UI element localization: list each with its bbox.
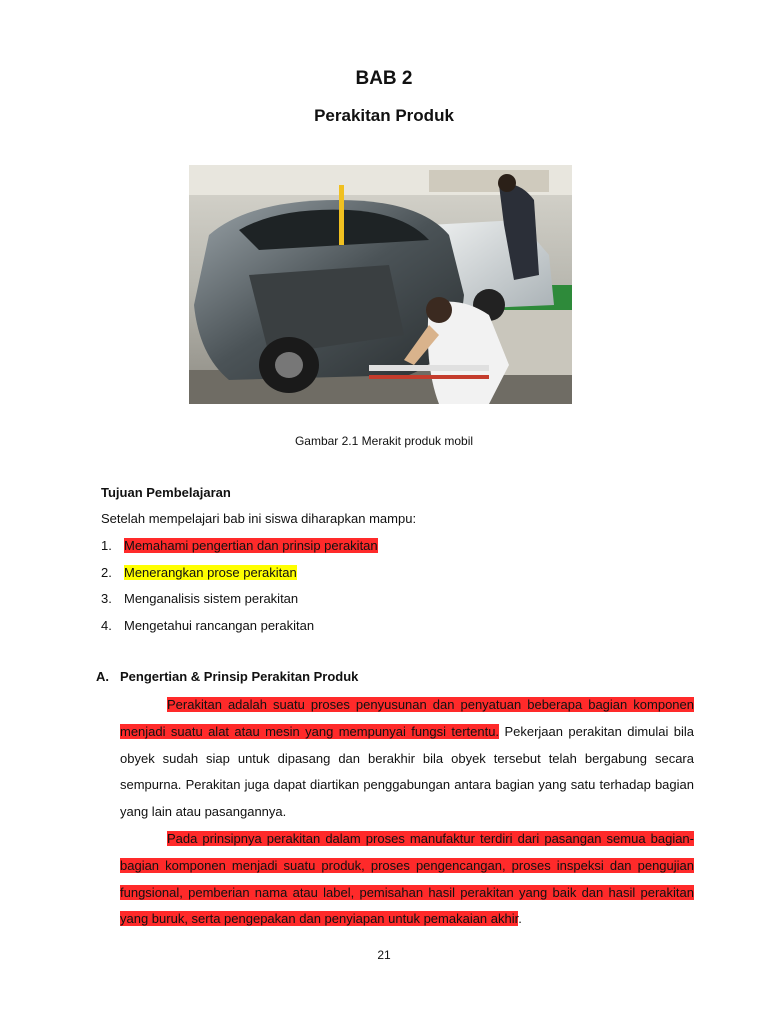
section-heading bbox=[96, 669, 358, 684]
page-number: 21 bbox=[377, 948, 391, 962]
car-assembly-photo bbox=[189, 165, 572, 404]
list-text: Menganalisis sistem perakitan bbox=[124, 591, 299, 606]
list-number: 1. bbox=[101, 538, 112, 553]
list-number: 4. bbox=[101, 618, 112, 633]
list-number: 2. bbox=[101, 565, 112, 580]
section-title: Pengertian & Prinsip Perakitan Produk bbox=[120, 669, 359, 684]
objectives-intro: Setelah mempelajari bab ini siswa diharapkan mampu: bbox=[101, 511, 417, 526]
objectives-heading: Tujuan Pembelajaran bbox=[101, 485, 231, 500]
paragraph-1-rest: Pekerjaan perakitan dimulai bila obyek sudah siap untuk dipasang dan berakhir bila obyek tersebut telah bergabung secara sempurna. Perakitan juga dapat diartikan penggabungan antara bagian yang satu terhadap bagian yang lain atau pasangannya. bbox=[120, 723, 695, 820]
list-text: Memahami pengertian dan prinsip perakitan bbox=[124, 538, 378, 553]
paragraph-1-highlight: Perakitan adalah suatu proses penyusunan dan penyatuan beberapa bagian komponen menjadi suatu alat atau mesin yang mempunyai fungsi tertentu. bbox=[120, 697, 694, 739]
list-number: 3. bbox=[101, 591, 112, 606]
list-item bbox=[101, 618, 314, 633]
paragraph-2-highlight: Pada prinsipnya perakitan dalam proses manufaktur terdiri dari pasangan semua bagian-bagian komponen menjadi suatu produk, proses pengencangan, proses inspeksi dan pengujian fungsional, pemberian nama atau label, pemisahan hasil perakitan yang baik dan hasil perakitan yang buruk, serta pengepakan dan penyiapan untuk pemakaian akhir bbox=[120, 831, 694, 927]
section-letter: A. bbox=[96, 669, 109, 684]
list-item bbox=[101, 565, 297, 580]
paragraph-2-end: . bbox=[518, 911, 522, 927]
chapter-title: Perakitan Produk bbox=[314, 106, 454, 125]
list-text: Menerangkan prose perakitan bbox=[124, 565, 297, 580]
figure-caption: Gambar 2.1 Merakit produk mobil bbox=[294, 434, 474, 448]
list-text: Mengetahui rancangan perakitan bbox=[124, 618, 315, 633]
paragraph-1 bbox=[120, 692, 694, 826]
list-item bbox=[101, 538, 378, 553]
paragraph-2 bbox=[120, 826, 694, 933]
chapter-number: BAB 2 bbox=[355, 68, 413, 89]
list-item bbox=[101, 591, 298, 606]
